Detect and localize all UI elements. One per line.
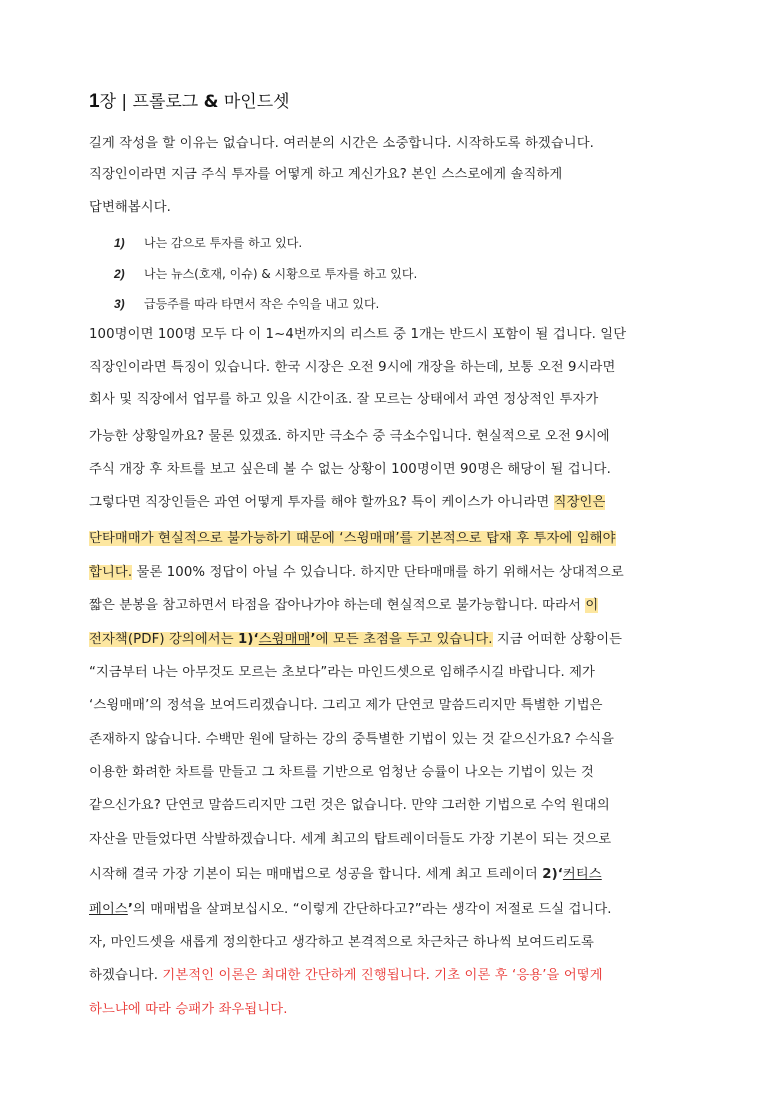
footnote-close: ’ [127, 902, 133, 917]
text-run: 그렇다면 직장인들은 과연 어떻게 투자를 해야 할까요? 특이 케이스가 아니라면 [89, 495, 554, 510]
paragraph-line: 길게 작성을 할 이유는 없습니다. 여러분의 시간은 소중합니다. 시작하도록 하겠습니다. [89, 136, 594, 151]
paragraph-line [89, 631, 622, 649]
paragraph-line: 회사 및 직장에서 업무를 하고 있을 시간이죠. 잘 모르는 상태에서 과연 정상적인 투자가 [89, 392, 599, 407]
list-item-text: 나는 감으로 투자를 하고 있다. [144, 236, 303, 250]
list-item-number: 1) [114, 236, 125, 250]
highlighted-text: 이 [585, 598, 599, 613]
red-emphasis-text: 기본적인 이론은 최대한 간단하게 진행됩니다. 기초 이론 후 ‘응용’을 어떻게 [162, 968, 603, 983]
paragraph-line [89, 967, 603, 985]
paragraph-line [89, 866, 602, 884]
paragraph-line: 직장인이라면 지금 주식 투자를 어떻게 하고 계신가요? 본인 스스로에게 솔직하게 [89, 167, 563, 182]
red-emphasis-text: 하느냐에 따라 승패가 좌우됩니다. [89, 1002, 288, 1017]
footnote-close: ’ [310, 632, 316, 647]
chapter-title-tail: 마인드셋 [218, 92, 290, 112]
highlighted-text: 단타매매가 현실적으로 불가능하기 때문에 ‘스윙매매’를 기본적으로 탑재 후 투자에 임해야 [89, 531, 616, 546]
underlined-term: 페이스 [89, 902, 128, 917]
paragraph-line: 직장인이라면 특징이 있습니다. 한국 시장은 오전 9시에 개장을 하는데, 보통 오전 9시라면 [89, 360, 616, 375]
chapter-number: 1 [89, 91, 100, 112]
underlined-term: 스윙매매 [258, 632, 311, 647]
highlighted-text: 직장인은 [553, 495, 606, 510]
footnote-marker: 2)‘ [542, 867, 563, 882]
paragraph-line: 이용한 화려한 차트를 만들고 그 차트를 기반으로 엄청난 승률이 나오는 기법이 있는 것 [89, 765, 594, 780]
paragraph-line: 답변해봅시다. [89, 200, 171, 215]
footnote-marker: 1)‘ [238, 632, 259, 647]
paragraph-line: 가능한 상황일까요? 물론 있겠죠. 하지만 극소수 중 극소수입니다. 현실적으로 오전 9시에 [89, 429, 610, 444]
paragraph-line [89, 901, 612, 919]
highlighted-text: 에 모든 초점을 두고 있습니다. [315, 632, 493, 647]
paragraph-line: 주식 개장 후 차트를 보고 싶은데 볼 수 없는 상황이 100명이면 90명은 해당이 될 겁니다. [89, 462, 611, 477]
chapter-title [89, 87, 290, 113]
highlighted-text: 합니다. [89, 565, 133, 580]
chapter-title-text: 장 | 프롤로그 [99, 92, 204, 112]
paragraph-line: 100명이면 100명 모두 다 이 1~4번까지의 리스트 중 1개는 반드시 포함이 될 겁니다. 일단 [89, 327, 627, 342]
paragraph-line: 자산을 만들었다면 삭발하겠습니다. 세계 최고의 탑트레이더들도 가장 기본이 되는 것으로 [89, 832, 612, 847]
paragraph-line: ‘스윙매매’의 정석을 보여드리겠습니다. 그리고 제가 단연코 말씀드리지만 특별한 기법은 [89, 698, 603, 713]
paragraph-line [89, 494, 605, 512]
underlined-term: 커티스 [562, 867, 602, 882]
paragraph-line [89, 1001, 288, 1019]
list-item-text: 급등주를 따라 타면서 작은 수익을 내고 있다. [144, 297, 380, 311]
paragraph-line: 자, 마인드셋을 새롭게 정의한다고 생각하고 본격적으로 차근차근 하나씩 보여드리도록 [89, 935, 594, 950]
paragraph-line [89, 564, 624, 582]
text-run: 지금 어떠한 상황이든 [492, 632, 623, 647]
paragraph-line: “지금부터 나는 아무것도 모르는 초보다”라는 마인드셋으로 임해주시길 바랍니다. 제가 [89, 665, 595, 680]
text-run: 물론 100% 정답이 아닐 수 있습니다. 하지만 단타매매를 하기 위해서는 상대적으로 [132, 565, 624, 580]
text-run: 짧은 분봉을 참고하면서 타점을 잡아나가야 하는데 현실적으로 불가능합니다. 따라서 [89, 598, 586, 613]
chapter-title-amp: & [203, 92, 219, 112]
text-run: 시작해 결국 가장 기본이 되는 매매법으로 성공을 합니다. 세계 최고 트레이더 [89, 867, 543, 882]
highlighted-text: 전자책(PDF) 강의에서는 [89, 632, 238, 647]
paragraph-line [89, 530, 616, 548]
paragraph-line [89, 597, 598, 615]
paragraph-line: 같으신가요? 단연코 말씀드리지만 그런 것은 없습니다. 만약 그러한 기법으로 수억 원대의 [89, 798, 610, 813]
paragraph-line: 존재하지 않습니다. 수백만 원에 달하는 강의 중특별한 기법이 있는 것 같으신가요? 수식을 [89, 732, 615, 747]
text-run: 의 매매법을 살펴보십시오. “이렇게 간단하다고?”라는 생각이 저절로 드실 겁니다. [133, 902, 612, 917]
list-item-text: 나는 뉴스(호재, 이슈) & 시황으로 투자를 하고 있다. [144, 267, 418, 281]
list-item-number: 3) [114, 297, 125, 311]
list-item-number: 2) [114, 267, 125, 281]
text-run: 하겠습니다. [89, 968, 163, 983]
